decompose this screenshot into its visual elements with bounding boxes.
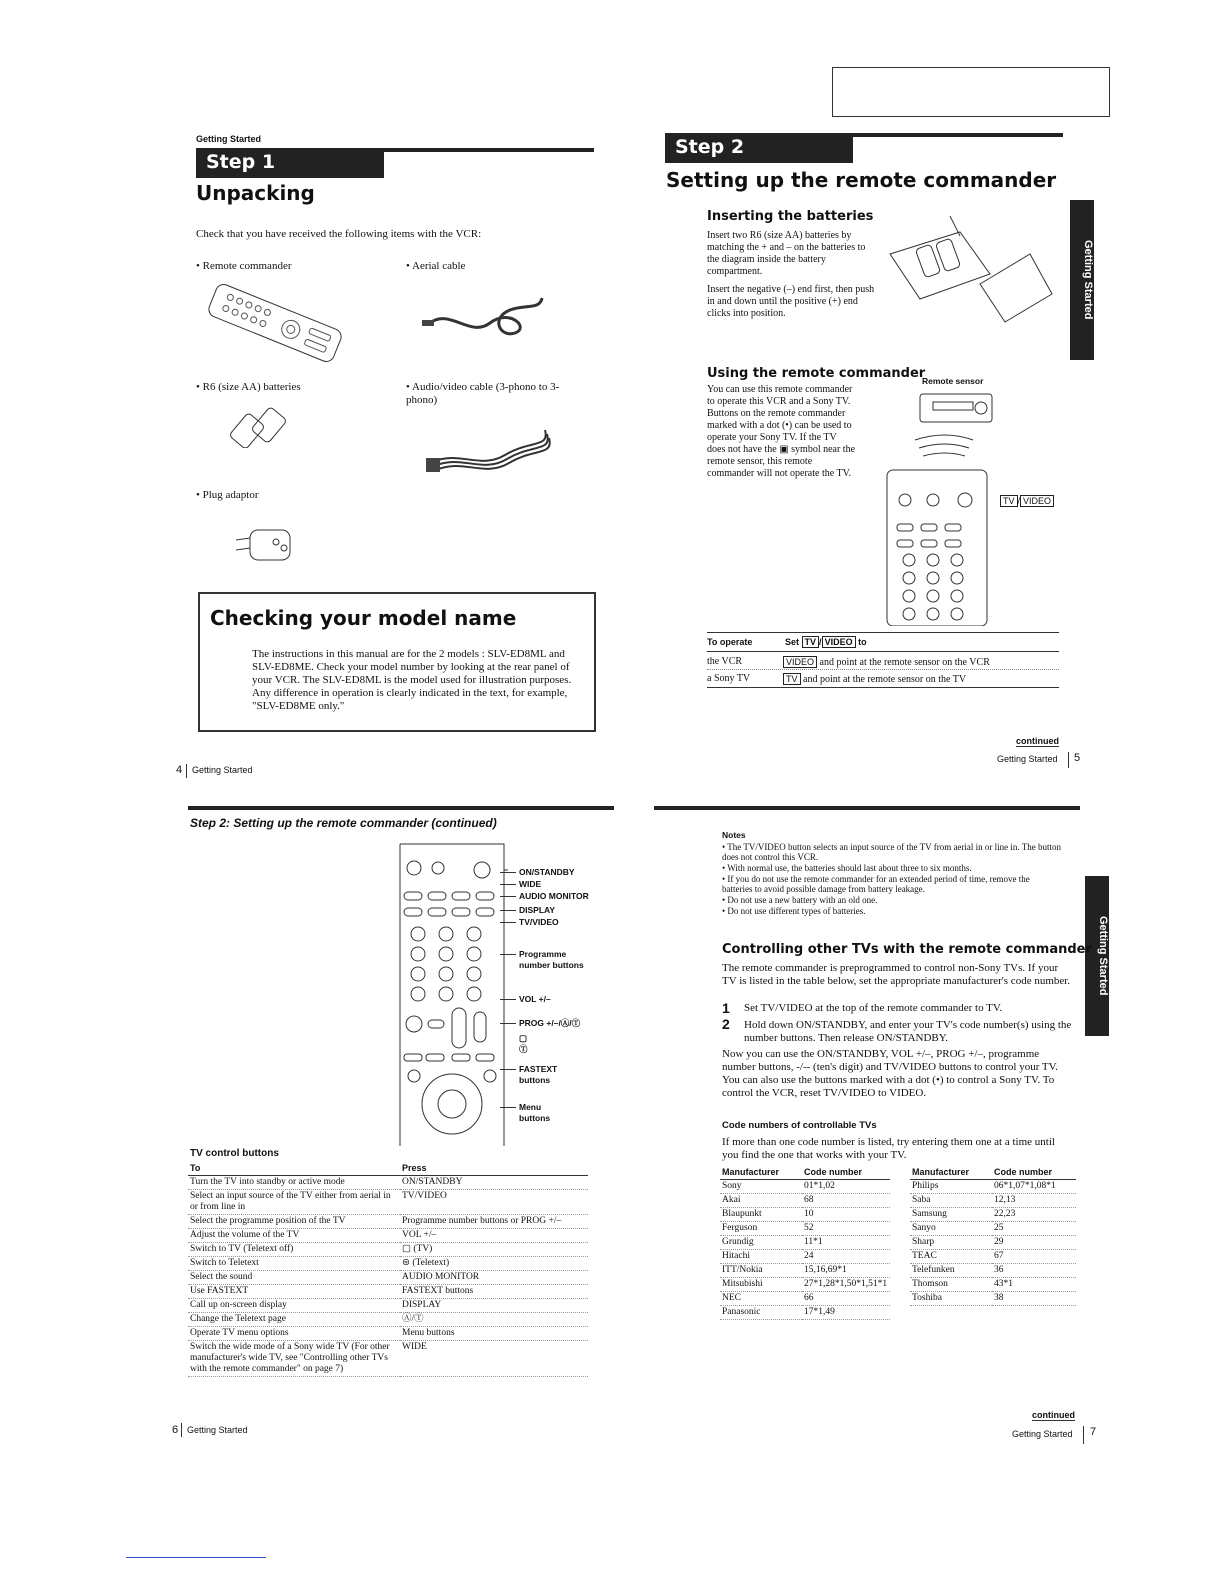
page5-footer-text: Getting Started (997, 754, 1058, 764)
cell-manufacturer: Thomson (910, 1278, 992, 1292)
controlling-intro: The remote commander is preprogrammed to control non-Sony TVs. If your TV is listed in the table below, set the appropriate manufacturer's code number. (722, 962, 1071, 987)
leader-audio (500, 896, 516, 897)
note-item: • Do not use different types of batteries. (722, 906, 866, 916)
cell-manufacturer: Hitachi (720, 1250, 802, 1264)
th-code: Code number (802, 1166, 890, 1180)
table-row (720, 1236, 890, 1250)
operate-table-bottom-rule (707, 687, 1059, 688)
cell-manufacturer: Sony (720, 1180, 802, 1194)
page7-number: 7 (1090, 1426, 1097, 1438)
leader-prog (500, 1023, 516, 1024)
table-row (720, 1180, 890, 1194)
step-2-text: Hold down ON/STANDBY, and enter your TV's code number(s) using the number buttons. Then release ON/STANDBY. (744, 1019, 1072, 1044)
cell-to: Adjust the volume of the TV (188, 1229, 400, 1243)
table-row (188, 1229, 588, 1243)
operate-row2-label: a Sony TV (707, 673, 751, 684)
cell-to: Select the sound (188, 1271, 400, 1285)
table-row (910, 1180, 1076, 1194)
notes-title: Notes (722, 830, 746, 840)
cell-manufacturer: Mitsubishi (720, 1278, 802, 1292)
cell-press: AUDIO MONITOR (400, 1271, 588, 1285)
cell-code: 29 (992, 1236, 1076, 1250)
note-item: • With normal use, the batteries should last about three to six months. (722, 863, 972, 873)
th-manufacturer: Manufacturer (720, 1166, 802, 1180)
cell-manufacturer: Akai (720, 1194, 802, 1208)
page7-footer-text: Getting Started (1012, 1429, 1073, 1439)
cell-press: ON/STANDBY (400, 1176, 588, 1190)
cell-code: 17*1,49 (802, 1306, 890, 1320)
remote-illustration (200, 278, 350, 368)
cell-code: 52 (802, 1222, 890, 1236)
cell-manufacturer: Telefunken (910, 1264, 992, 1278)
table-row (720, 1222, 890, 1236)
cell-code: 27*1,28*1,50*1,51*1 (802, 1278, 890, 1292)
cell-manufacturer: Philips (910, 1180, 992, 1194)
page6-heading: Step 2: Setting up the remote commander (continued) (190, 816, 497, 830)
section-label: Getting Started (196, 134, 262, 144)
cell-manufacturer: Grundig (720, 1236, 802, 1250)
operate-row2-value (783, 673, 966, 686)
page4-number: 4 (176, 764, 183, 776)
table-row (188, 1271, 588, 1285)
controlling-title: Controlling other TVs with the remote commander (722, 942, 1092, 957)
bottom-blue-line (126, 1557, 266, 1558)
page6-footer-bar (181, 1423, 182, 1437)
cell-manufacturer: Saba (910, 1194, 992, 1208)
side-tab-page7: Getting Started (1085, 876, 1109, 1036)
batteries-title: Inserting the batteries (707, 209, 874, 224)
cell-manufacturer: Ferguson (720, 1222, 802, 1236)
item-plug: • Plug adaptor (196, 489, 259, 501)
cell-to: Switch to Teletext (188, 1257, 400, 1271)
page7-top-rule (654, 806, 1080, 810)
cell-code: 11*1 (802, 1236, 890, 1250)
cell-press: ▢ (TV) (400, 1243, 588, 1257)
label-tv-symbol: ▢ (519, 1033, 528, 1043)
cell-code: 12,13 (992, 1194, 1076, 1208)
leader-fastext (500, 1069, 516, 1070)
remote-sensor-label: Remote sensor (922, 376, 984, 386)
table-row (720, 1194, 890, 1208)
cell-manufacturer: Toshiba (910, 1292, 992, 1306)
item-aerial: • Aerial cable (406, 260, 466, 272)
video-key: VIDEO (1020, 495, 1054, 507)
th-press: Press (400, 1162, 588, 1176)
item-av-cable: • Audio/video cable (3-phono to 3-phono) (406, 381, 560, 406)
note-item: • The TV/VIDEO button selects an input source of the TV from aerial in or line in. The button does not control this VCR. (722, 842, 1061, 862)
label-fastext: FASTEXT (519, 1064, 558, 1074)
leader-display (500, 910, 516, 911)
table-row (720, 1264, 890, 1278)
page5-footer-bar (1068, 752, 1069, 768)
unpacking-intro: Check that you have received the following items with the VCR: (196, 228, 482, 240)
table-row (910, 1222, 1076, 1236)
leader-menu (500, 1107, 516, 1108)
step-2-number: 2 (722, 1016, 730, 1032)
tv-control-table (188, 1162, 588, 1377)
th-video-key: VIDEO (822, 636, 856, 648)
page6-footer-text: Getting Started (187, 1425, 248, 1435)
cell-press: TV/VIDEO (400, 1190, 588, 1215)
cell-code: 68 (802, 1194, 890, 1208)
table-row (720, 1292, 890, 1306)
th-tv-key: TV (802, 636, 820, 648)
row2-text: and point at the remote sensor on the TV (803, 674, 967, 685)
leader-wide (500, 884, 516, 885)
label-prog: PROG +/–/Ⓐ/Ⓣ (519, 1018, 581, 1028)
operate-row1-label: the VCR (707, 656, 743, 667)
table-row (188, 1257, 588, 1271)
table-row (720, 1306, 890, 1320)
cell-to: Turn the TV into standby or active mode (188, 1176, 400, 1190)
page4-footer-bar (186, 764, 187, 778)
cell-code: 06*1,07*1,08*1 (992, 1180, 1076, 1194)
cell-press: Programme number buttons or PROG +/– (400, 1215, 588, 1229)
cell-manufacturer: Panasonic (720, 1306, 802, 1320)
plug-adaptor-illustration (228, 520, 308, 568)
row1-text: and point at the remote sensor on the VCR (819, 657, 990, 668)
th-set-word: Set (785, 637, 800, 647)
cell-manufacturer: Blaupunkt (720, 1208, 802, 1222)
operate-table-row-rule (707, 669, 1059, 671)
cell-to: Switch to TV (Teletext off) (188, 1243, 400, 1257)
table-row (910, 1292, 1076, 1306)
operate-row1-value (783, 656, 990, 669)
cell-code: 38 (992, 1292, 1076, 1306)
item-batteries: • R6 (size AA) batteries (196, 381, 301, 393)
note-item: • Do not use a new battery with an old one. (722, 895, 878, 905)
step-1-number: 1 (722, 1000, 730, 1016)
unpacking-title: Unpacking (196, 181, 315, 205)
using-remote-title: Using the remote commander (707, 366, 926, 381)
batteries-illustration (228, 402, 298, 448)
cell-press: FASTEXT buttons (400, 1285, 588, 1299)
model-name-title: Checking your model name (210, 606, 517, 630)
page7-continued: continued (1032, 1410, 1075, 1420)
cell-press: VOL +/– (400, 1229, 588, 1243)
row1-video-key: VIDEO (783, 656, 817, 668)
leader-tvvideo (500, 922, 516, 923)
cell-code: 22,23 (992, 1208, 1076, 1222)
cell-code: 15,16,69*1 (802, 1264, 890, 1278)
table-row (910, 1194, 1076, 1208)
note-item: • If you do not use the remote commander for an extended period of time, remove the batteries to avoid possible damage from battery leakage. (722, 874, 1030, 894)
vcr-remote-illustration (885, 386, 995, 626)
table-row (910, 1236, 1076, 1250)
cell-manufacturer: Sanyo (910, 1222, 992, 1236)
top-right-box (832, 67, 1110, 117)
cell-to: Operate TV menu options (188, 1327, 400, 1341)
batteries-text-1: Insert two R6 (size AA) batteries by matching the + and – on the batteries to the diagram inside the battery compartment. (707, 230, 866, 277)
label-number-buttons: number buttons (519, 960, 584, 970)
page7-footer-bar (1083, 1426, 1084, 1444)
operate-th-to-operate: To operate (707, 637, 753, 647)
th-code-2: Code number (992, 1166, 1076, 1180)
remote-full-illustration (396, 840, 508, 1150)
cell-code: 36 (992, 1264, 1076, 1278)
table-row (910, 1278, 1076, 1292)
cell-to: Use FASTEXT (188, 1285, 400, 1299)
cell-code: 43*1 (992, 1278, 1076, 1292)
codes-table-left (720, 1166, 890, 1320)
page4-footer-text: Getting Started (192, 765, 253, 775)
table-row (720, 1278, 890, 1292)
step2-title: Setting up the remote commander (666, 168, 1057, 192)
row2-tv-key: TV (783, 673, 801, 685)
label-display: DISPLAY (519, 905, 556, 915)
table-row (188, 1285, 588, 1299)
th-manufacturer-2: Manufacturer (910, 1166, 992, 1180)
operate-th-set: Set TV / VIDEO to (785, 637, 867, 647)
cell-to: Change the Teletext page (188, 1313, 400, 1327)
page6-number: 6 (172, 1424, 179, 1436)
cell-press: ⊜ (Teletext) (400, 1257, 588, 1271)
cell-to: Select an input source of the TV either from aerial in or from line in (188, 1190, 400, 1215)
table-row (910, 1264, 1076, 1278)
label-vol: VOL +/– (519, 994, 551, 1004)
label-wide: WIDE (519, 879, 542, 889)
cell-manufacturer: Sharp (910, 1236, 992, 1250)
cell-press: WIDE (400, 1341, 588, 1377)
label-tv-video: TV/VIDEO (519, 917, 559, 927)
step1-badge: Step 1 (196, 148, 384, 178)
cell-to: Switch the wide mode of a Sony wide TV (For other manufacturer's wide TV, see "Controlling other TVs with the remote commander" on page 7) (188, 1341, 400, 1377)
using-remote-text: You can use this remote commander to operate this VCR and a Sony TV. Buttons on the remote commander marked with a dot (•) can be used to operate your Sony TV. If the TV does not have the ▣ symbol near the remote sensor, this remote commander will not operate the TV. (707, 384, 856, 479)
operate-table-top-rule (707, 632, 1059, 633)
cell-code: 24 (802, 1250, 890, 1264)
aerial-cable-illustration (420, 288, 550, 348)
side-tab-page5: Getting Started (1070, 200, 1094, 360)
label-menu-buttons: buttons (519, 1113, 551, 1123)
leader-prog-num (500, 954, 516, 955)
step1-rule (384, 148, 594, 152)
table-row (720, 1250, 890, 1264)
table-row (188, 1327, 588, 1341)
cell-manufacturer: Samsung (910, 1208, 992, 1222)
codes-title: Code numbers of controllable TVs (722, 1120, 877, 1131)
cell-to: Call up on-screen display (188, 1299, 400, 1313)
av-cable-illustration (420, 420, 560, 480)
label-audio-monitor: AUDIO MONITOR (519, 891, 589, 901)
cell-code: 25 (992, 1222, 1076, 1236)
label-fastext-buttons: buttons (519, 1075, 551, 1085)
tv-video-switch-label: TV / VIDEO (1000, 496, 1054, 506)
battery-compartment-illustration (880, 214, 1060, 334)
table-row (188, 1190, 588, 1215)
cell-manufacturer: ITT/Nokia (720, 1264, 802, 1278)
th-to: To (188, 1162, 400, 1176)
codes-intro: If more than one code number is listed, try entering them one at a time until you find the one that works with your TV. (722, 1136, 1055, 1161)
cell-press: Menu buttons (400, 1327, 588, 1341)
tv-control-title: TV control buttons (190, 1148, 279, 1159)
notes-list (722, 842, 1062, 916)
operate-table-mid-rule (707, 651, 1059, 652)
cell-code: 10 (802, 1208, 890, 1222)
leader-onstandby (500, 872, 516, 873)
table-row (188, 1313, 588, 1327)
cell-code: 67 (992, 1250, 1076, 1264)
label-onstandby: ON/STANDBY (519, 867, 575, 877)
step-1-text: Set TV/VIDEO at the top of the remote commander to TV. (744, 1002, 1003, 1014)
table-row (910, 1208, 1076, 1222)
leader-vol (500, 999, 516, 1000)
cell-press: Ⓐ/Ⓣ (400, 1313, 588, 1327)
codes-table-right (910, 1166, 1076, 1306)
table-row (188, 1341, 588, 1377)
cell-press: DISPLAY (400, 1299, 588, 1313)
page6-top-rule (188, 806, 614, 810)
table-row (910, 1250, 1076, 1264)
page5-number: 5 (1074, 752, 1081, 764)
table-row (188, 1299, 588, 1313)
cell-to: Select the programme position of the TV (188, 1215, 400, 1229)
cell-code: 01*1,02 (802, 1180, 890, 1194)
cell-manufacturer: TEAC (910, 1250, 992, 1264)
cell-code: 66 (802, 1292, 890, 1306)
now-you-can-text: Now you can use the ON/STANDBY, VOL +/–, PROG +/–, programme number buttons, -/-- (ten's digit) and TV/VIDEO buttons to control your TV. You can also use the buttons marked with a dot (•) to control a Sony TV. To control the VCR, reset TV/VIDEO to VIDEO. (722, 1048, 1058, 1099)
page5-continued: continued (1016, 736, 1059, 746)
step2-rule (853, 133, 1063, 137)
table-row (720, 1208, 890, 1222)
th-to-word: to (858, 637, 867, 647)
tv-key: TV (1000, 495, 1018, 507)
label-programme: Programme (519, 949, 567, 959)
model-name-text: The instructions in this manual are for the 2 models : SLV-ED8ML and SLV-ED8ME. Check your model number by looking at the rear panel of your VCR. The SLV-ED8ML is the model used for illustration purposes. Any difference in operation is clearly indicated in the text, for example, "SLV-ED8ME only." (252, 648, 572, 712)
item-remote: • Remote commander (196, 260, 292, 272)
label-menu: Menu (519, 1102, 542, 1112)
batteries-text-2: Insert the negative (–) end first, then push in and down until the positive (+) end clicks into position. (707, 284, 875, 319)
label-teletext-symbol: Ⓣ (519, 1044, 528, 1054)
table-row (188, 1215, 588, 1229)
table-row (188, 1176, 588, 1190)
step2-badge: Step 2 (665, 133, 853, 163)
table-row (188, 1243, 588, 1257)
cell-manufacturer: NEC (720, 1292, 802, 1306)
